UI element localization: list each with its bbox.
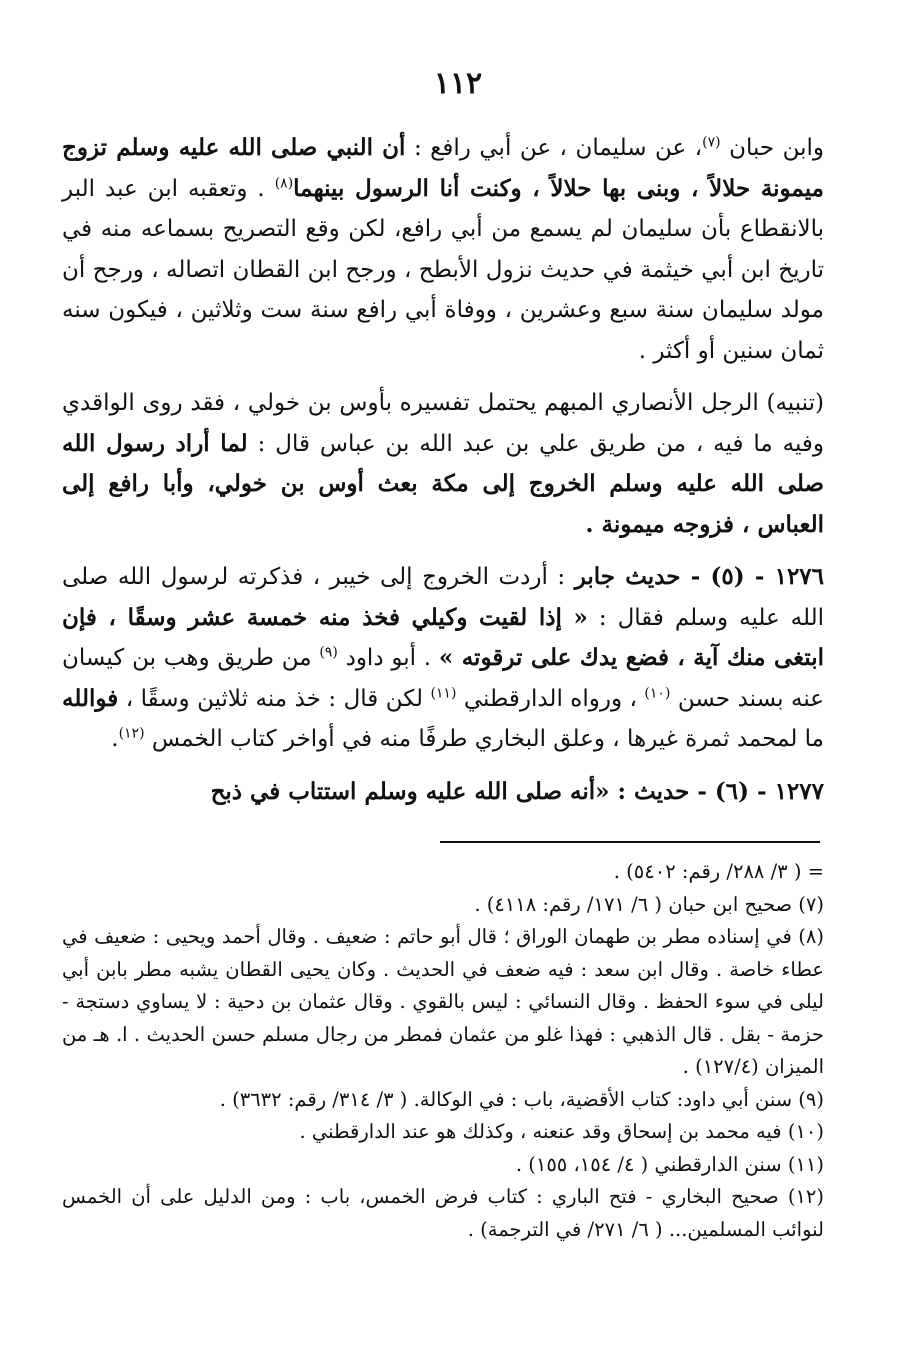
text: . وتعقبه ابن عبد البر بالانقطاع بأن سليمان لم يسمع من أبي رافع، لكن وقع التصريح بسماعه منه في تاريخ ابن أبي خيثمة في حديث نزول الأبطح ، ورجح ابن القطان اتصاله ، ورجح أن مولد سليمان سنة سبع وعشرين ، ووفاة أبي رافع سنة ست وثلاثين ، فيكون سنه ثمان سنين أو أكثر . [62,175,824,364]
page-number: ١١٢ [433,66,483,101]
footnote-12: (١٢) صحيح البخاري - فتح الباري : كتاب فرض الخمس، باب : ومن الدليل على أن الخمس لنوائب المسلمين... ( ٦/ ٢٧١/ في الترجمة) . [62,1185,824,1241]
paragraph-1 [62,128,824,371]
text: ، ورواه الدارقطني [463,685,637,712]
hadith-quote: لما أراد رسول الله صلى الله عليه وسلم الخروج إلى مكة بعث أوس بن خولي، وأبا رافع إلى العباس ، فزوجه ميمونة . [62,429,824,538]
footnote-ref-8[interactable]: (٨) [274,174,294,191]
footnote-ref-12[interactable]: (١٢) [118,725,145,742]
footnote-10: (١٠) فيه محمد بن إسحاق وقد عنعنه ، وكذلك هو عند الدارقطني . [299,1120,824,1143]
footnote-ref-9[interactable]: (٩) [319,644,338,661]
text: . أبو داود [345,645,432,671]
text: من طريق وهب بن كيسان عنه بسند حسن [62,645,824,712]
text: . [111,726,119,752]
footnote-ref-10[interactable]: (١٠) [644,684,671,701]
paragraph-3 [62,557,824,760]
footnote-7: (٧) صحيح ابن حبان ( ٦/ ١٧١/ رقم: ٤١١٨) . [474,892,824,916]
footnote-ref-7[interactable]: (٧) [702,134,721,151]
hadith-heading: ١٢٧٦ - (٥) - حديث جابر [574,563,825,590]
footnote-continuation: = ( ٣/ ٢٨٨/ رقم: ٥٤٠٢) . [613,860,824,883]
paragraph-4: ١٢٧٧ - (٦) - حديث : «أنه صلى الله عليه وسلم استتاب في ذبح [210,777,824,805]
text: ، عن سليمان ، عن أبي رافع : [413,135,703,161]
footnote-11: (١١) سنن الدارقطني ( ٤/ ١٥٤، ١٥٥) . [515,1152,824,1176]
main-text [62,128,824,812]
hadith-quote: أن النبي صلى الله عليه وسلم تزوج ميمونة حلالاً ، وبنى بها حلالاً ، وكنت أنا الرسول بينهما [62,134,824,202]
footnote-9: (٩) سنن أبي داود: كتاب الأقضية، باب : في الوكالة. ( ٣/ ٣١٤/ رقم: ٣٦٣٢) . [219,1087,824,1111]
paragraph-2 [62,383,824,545]
footnote-ref-11[interactable]: (١١) [430,684,457,701]
hadith-quote: « إذا لقيت وكيلي فخذ منه خمسة عشر وسقًا ، فإن ابتغى منك آية ، فضع يدك على ترقوته » [62,603,825,671]
text: ما لمحمد ثمرة غيرها ، وعلق البخاري طرفًا منه في أواخر كتاب الخمس [151,726,824,752]
text: : أردت الخروج إلى خيبر ، فذكرته لرسول الله صلى الله عليه وسلم فقال : [62,564,825,631]
text: وابن حبان [729,135,825,161]
text: (تنبيه) الرجل الأنصاري المبهم يحتمل تفسيره بأوس بن خولي ، فقد روى الواقدي وفيه ما فيه ، من طريق علي بن عبد الله بن عباس قال : [62,390,825,457]
footnote-divider [440,841,820,843]
footnotes [62,856,824,1246]
footnote-8: (٨) في إسناده مطر بن طهمان الوراق ؛ قال أبو حاتم : ضعيف . وقال أحمد ويحيى : ضعيف في عطاء خاصة . وقال ابن سعد : فيه ضعف في الحديث . وكان يحيى القطان يشبه مطر بابن أبي ليلى في سوء الحفظ . وقال النسائي : ليس بالقوي . وقال عثمان بن دحية : لا يساوي دستجة - حزمة - بقل . قال الذهبي : فهذا غلو من عثمان فمطر من رجال مسلم حسن الحديث . ا. هـ من الميزان (١٢٧/٤) . [62,925,824,1078]
text: لكن قال : خذ منه ثلاثين وسقًا ، [125,685,423,712]
emphasis: فوالله [62,684,119,712]
